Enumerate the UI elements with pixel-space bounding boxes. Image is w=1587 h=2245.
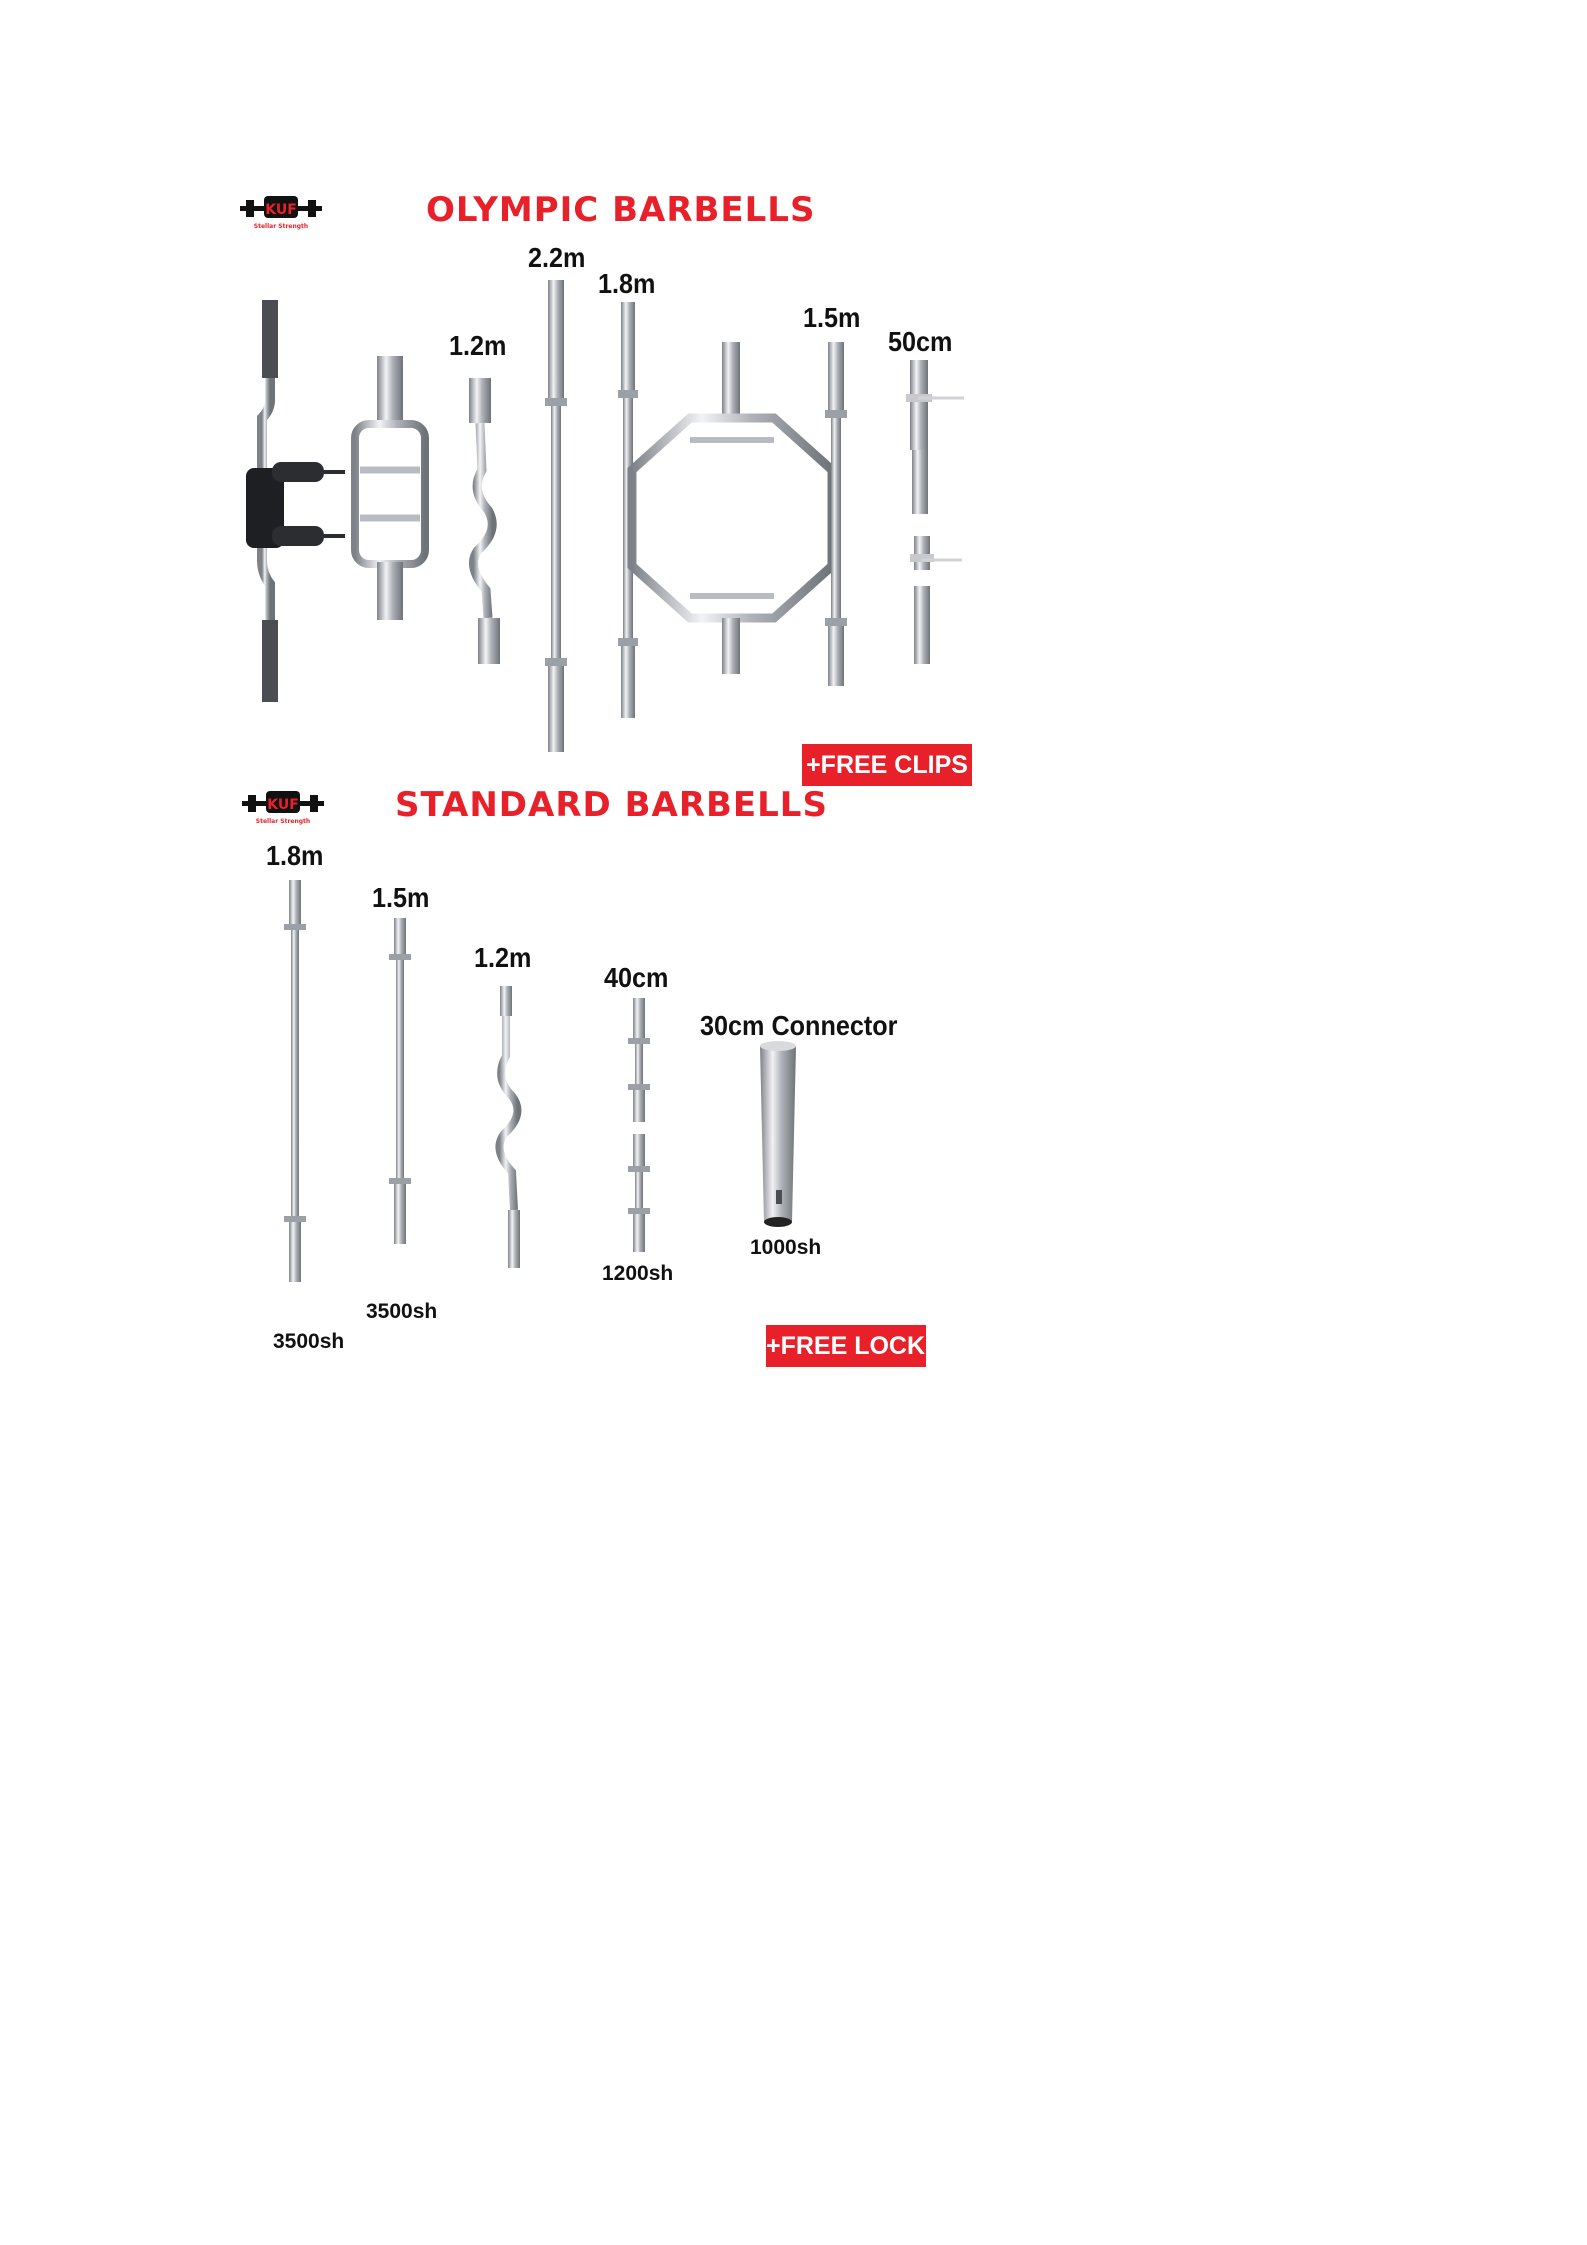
- standard-label-1-8m: 1.8m: [266, 840, 324, 871]
- connector-tube: [760, 1041, 796, 1227]
- standard-logo: [242, 787, 324, 832]
- olympic-label-1-5m: 1.5m: [803, 302, 861, 333]
- price-1-5m: 3500sh: [366, 1300, 438, 1323]
- olympic-label-1-2m: 1.2m: [449, 330, 507, 361]
- safety-squat-bar: [246, 300, 345, 702]
- standard-label-1-5m: 1.5m: [372, 882, 430, 913]
- olympic-label-50cm: 50cm: [888, 326, 953, 357]
- olympic-label-2-2m: 2.2m: [528, 242, 586, 273]
- svg-text:KUF: KUF: [265, 202, 297, 218]
- barbell-logo-icon: [240, 192, 322, 232]
- standard-title: STANDARD BARBELLS: [395, 785, 828, 825]
- price-40cm: 1200sh: [602, 1262, 674, 1285]
- standard-bar-1-5m: [389, 918, 411, 1244]
- olympic-curl-bar: [469, 378, 500, 664]
- olympic-logo: [240, 192, 322, 237]
- olympic-title: OLYMPIC BARBELLS: [426, 190, 816, 230]
- standard-curl-bar: [500, 986, 521, 1268]
- olympic-label-1-8m: 1.8m: [598, 268, 656, 299]
- standard-bar-1-8m: [284, 880, 306, 1282]
- svg-text:Stellar Strength: Stellar Strength: [255, 818, 311, 825]
- svg-text:KUF: KUF: [267, 797, 299, 813]
- standard-label-40cm: 40cm: [604, 962, 669, 993]
- olympic-dumbbell-handles: [906, 360, 964, 664]
- hex-trap-bar: [632, 342, 832, 674]
- standard-label-1-2m: 1.2m: [474, 942, 532, 973]
- svg-text:Stellar Strength: Stellar Strength: [253, 223, 309, 230]
- free-clips-badge: +FREE CLIPS: [802, 744, 972, 786]
- standard-dumbbell-bars: [628, 998, 650, 1252]
- free-locks-badge: +FREE LOCKS: [766, 1325, 926, 1367]
- triceps-bar: [355, 356, 425, 620]
- olympic-bar-2-2m: [545, 280, 567, 752]
- price-1-8m: 3500sh: [273, 1330, 345, 1353]
- standard-label-30cm: 30cm Connector: [700, 1010, 898, 1041]
- barbell-logo-icon: [242, 787, 324, 827]
- price-30cm: 1000sh: [750, 1236, 822, 1259]
